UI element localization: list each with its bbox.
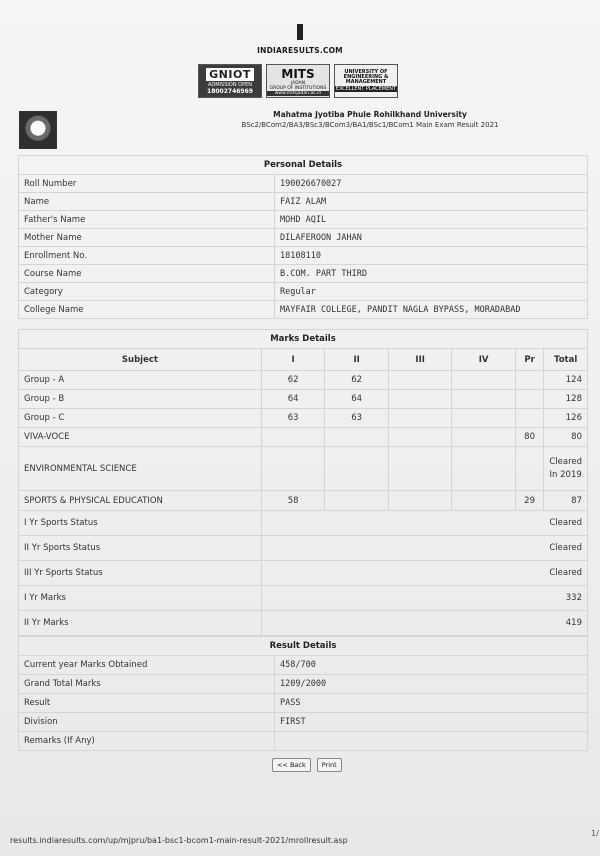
uem-ad-line1: UNIVERSITY OF [344,69,388,75]
division-value: FIRST [275,713,588,732]
extra-value: Cleared [261,561,587,586]
paper-iii-cell [388,390,451,409]
extra-label: I Yr Sports Status [19,511,262,536]
extra-label: II Yr Sports Status [19,536,262,561]
extra-value: Cleared [261,511,587,536]
roll-number-label: Roll Number [19,175,275,193]
uem-ad-line2: ENGINEERING & [343,74,389,80]
subject-cell: ENVIRONMENTAL SCIENCE [19,447,262,491]
site-name: INDIARESULTS.COM [257,46,343,55]
paper-iv-cell [452,491,515,511]
college-name-value: MAYFAIR COLLEGE, PANDIT NAGLA BYPASS, MORADABAD [275,301,588,319]
uem-ad[interactable] [334,64,398,98]
total-cell: 80 [544,428,588,447]
col-subject: Subject [19,349,262,371]
course-name-label: Course Name [19,265,275,283]
table-row [19,491,588,511]
result-label: Result [19,694,275,713]
paper-iii-cell [388,491,451,511]
page-url: results.indiaresults.com/up/mjpru/ba1-bsc1-bcom1-main-result-2021/mrollresult.asp [10,836,348,845]
mits-ad-sub: JADAN [290,80,306,86]
remarks-value [275,732,588,751]
table-row [19,561,588,586]
paper-iii-cell [388,428,451,447]
gniot-ad-tag: ADMISSION OPEN [208,81,252,88]
paper-iv-cell [452,409,515,428]
grand-total-value: 1209/2000 [275,675,588,694]
total-cell: 128 [544,390,588,409]
extra-label: III Yr Sports Status [19,561,262,586]
col-iv: IV [452,349,515,371]
category-value: Regular [275,283,588,301]
table-row [19,536,588,561]
table-row [19,428,588,447]
extra-value: Cleared [261,536,587,561]
paper-i-cell: 62 [261,371,325,390]
paper-ii-cell [325,447,389,491]
practical-cell: 80 [515,428,543,447]
subject-cell: Group - B [19,390,262,409]
extra-value: 419 [261,611,587,636]
paper-iii-cell [388,447,451,491]
subject-cell: SPORTS & PHYSICAL EDUCATION [19,491,262,511]
category-label: Category [19,283,275,301]
marks-details-heading: Marks Details [19,330,588,349]
action-buttons [272,758,342,772]
personal-details-table [18,155,588,319]
paper-i-cell: 63 [261,409,325,428]
father-name-label: Father's Name [19,211,275,229]
paper-iii-cell [388,409,451,428]
gniot-ad-phone: 18002746969 [207,87,253,95]
uem-ad-tag: EXCELLENT PLACEMENT [335,86,397,92]
gniot-ad[interactable] [198,64,262,98]
paper-iv-cell [452,447,515,491]
paper-iv-cell [452,390,515,409]
practical-cell [515,447,543,491]
paper-ii-cell: 62 [325,371,389,390]
extra-label: II Yr Marks [19,611,262,636]
result-value: PASS [275,694,588,713]
paper-i-cell [261,428,325,447]
subject-cell: Group - A [19,371,262,390]
gniot-ad-name: GNIOT [206,68,254,81]
practical-cell [515,371,543,390]
enrollment-value: 18108110 [275,247,588,265]
roll-number-value: 190026670027 [275,175,588,193]
page-number: 1/ [591,829,599,838]
table-row [19,586,588,611]
practical-cell: 29 [515,491,543,511]
paper-ii-cell: 63 [325,409,389,428]
total-cell: 124 [544,371,588,390]
col-ii: II [325,349,389,371]
subject-cell: VIVA-VOCE [19,428,262,447]
paper-i-cell [261,447,325,491]
table-row [19,447,588,491]
mother-name-value: DILAFEROON JAHAN [275,229,588,247]
personal-details-heading: Personal Details [19,156,588,175]
ad-banners [198,64,402,98]
indiaresults-logo[interactable] [240,24,360,55]
paper-ii-cell: 64 [325,390,389,409]
col-pr: Pr [515,349,543,371]
paper-iv-cell [452,428,515,447]
mits-ad-tag: GROUP OF INSTITUTIONS [269,85,327,91]
logo-mark-icon [297,24,303,40]
col-i: I [261,349,325,371]
uem-ad-line3: MANAGEMENT [345,79,387,85]
table-row [19,371,588,390]
name-value: FAIZ ALAM [275,193,588,211]
extra-label: I Yr Marks [19,586,262,611]
table-row [19,611,588,636]
name-label: Name [19,193,275,211]
subject-cell: Group - C [19,409,262,428]
university-name: Mahatma Jyotiba Phule Rohilkhand University [273,110,467,119]
table-row [19,390,588,409]
paper-i-cell: 58 [261,491,325,511]
exam-title: BSc2/BCom2/BA3/BSc3/BCom3/BA1/BSc1/BCom1 Main Exam Result 2021 [241,121,499,129]
father-name-value: MOHD AQIL [275,211,588,229]
paper-iii-cell [388,371,451,390]
col-total: Total [544,349,588,371]
col-iii: III [388,349,451,371]
remarks-label: Remarks (If Any) [19,732,275,751]
grand-total-label: Grand Total Marks [19,675,275,694]
total-cell: Cleared In 2019 [544,447,588,491]
paper-iv-cell [452,371,515,390]
paper-ii-cell [325,491,389,511]
current-marks-value: 458/700 [275,656,588,675]
course-name-value: B.COM. PART THIRD [275,265,588,283]
university-emblem [19,111,57,149]
print-button[interactable]: Print [317,758,342,772]
total-cell: 126 [544,409,588,428]
enrollment-label: Enrollment No. [19,247,275,265]
result-details-table [18,636,588,751]
table-row [19,409,588,428]
result-details-heading: Result Details [19,637,588,656]
practical-cell [515,390,543,409]
current-marks-label: Current year Marks Obtained [19,656,275,675]
table-row [19,511,588,536]
division-label: Division [19,713,275,732]
practical-cell [515,409,543,428]
college-name-label: College Name [19,301,275,319]
mother-name-label: Mother Name [19,229,275,247]
mits-ad[interactable] [266,64,330,98]
mits-ad-name: MITS [281,66,315,81]
total-cell: 87 [544,491,588,511]
paper-ii-cell [325,428,389,447]
back-button[interactable]: << Back [272,758,311,772]
marks-details-table [18,329,588,636]
paper-i-cell: 64 [261,390,325,409]
mits-ad-url: www.mitsjadan.ac.in [267,91,329,96]
extra-value: 332 [261,586,587,611]
